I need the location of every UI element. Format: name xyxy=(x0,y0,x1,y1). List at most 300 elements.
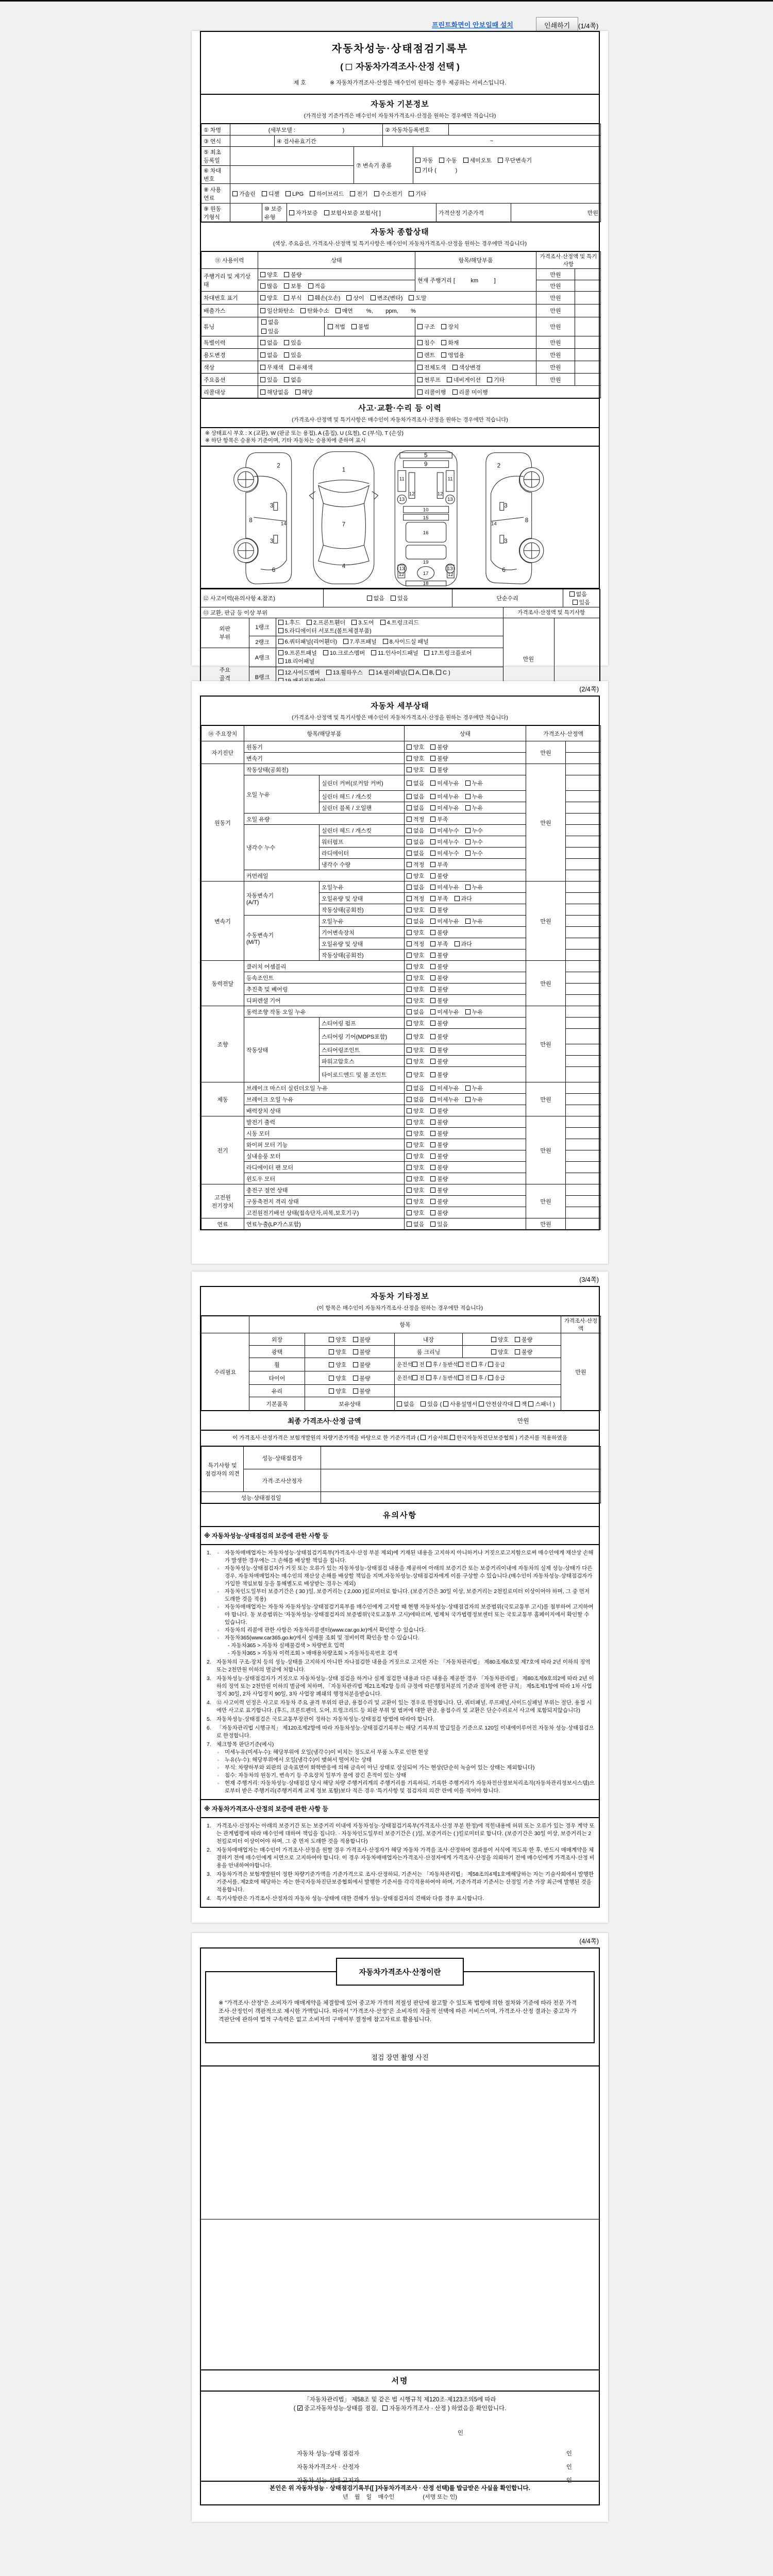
note-cell[interactable] xyxy=(566,1116,601,1128)
checkbox-option[interactable]: 불량 xyxy=(430,1057,448,1065)
checkbox[interactable] xyxy=(343,639,348,644)
checkbox-option[interactable]: 8.사이드실 패널 xyxy=(383,638,429,646)
note-cell[interactable] xyxy=(566,1044,601,1056)
checkbox-option[interactable]: 누수 xyxy=(465,838,483,846)
checkbox-option[interactable]: 있음 xyxy=(430,1220,448,1228)
checkbox-option[interactable]: 누수 xyxy=(465,826,483,835)
checkbox[interactable] xyxy=(284,272,289,277)
checkbox-option[interactable]: 불량 xyxy=(430,1163,448,1172)
checkbox-option[interactable]: 누유 xyxy=(465,1008,483,1016)
checkbox[interactable] xyxy=(295,389,300,395)
checkbox[interactable] xyxy=(465,805,470,810)
note-cell[interactable] xyxy=(566,802,601,814)
checkbox-option[interactable]: 리콜이행 xyxy=(417,388,446,396)
checkbox[interactable] xyxy=(430,964,435,969)
checkbox[interactable] xyxy=(426,1362,431,1367)
checkbox-option[interactable]: 14.필러패널( A, B, C ) xyxy=(369,669,450,677)
checkbox-option[interactable]: 양호 xyxy=(407,1152,424,1160)
checkbox-option[interactable]: 누유 xyxy=(465,804,483,812)
checkbox[interactable] xyxy=(284,295,289,300)
checkbox-option[interactable]: 17.트렁크플로어 xyxy=(424,649,472,657)
checkbox[interactable] xyxy=(430,953,435,958)
checkbox[interactable] xyxy=(353,1388,358,1394)
note-cell[interactable] xyxy=(566,1150,601,1162)
checkbox-option[interactable]: 없음 xyxy=(407,849,424,857)
checkbox[interactable] xyxy=(407,744,412,750)
checkbox[interactable] xyxy=(328,324,333,329)
checkbox[interactable] xyxy=(458,1375,463,1380)
checkbox[interactable] xyxy=(350,191,355,196)
checkbox-option[interactable]: 과다 xyxy=(455,940,472,948)
checkbox-option[interactable]: 양호 xyxy=(329,1348,346,1356)
note-cell[interactable] xyxy=(566,836,601,848)
checkbox-option[interactable]: 불량 xyxy=(430,1175,448,1183)
checkbox-option[interactable]: 불량 xyxy=(430,906,448,914)
checkbox[interactable] xyxy=(430,1086,435,1091)
note-cell[interactable] xyxy=(566,950,601,961)
checkbox-option[interactable]: 불량 xyxy=(353,1348,371,1356)
checkbox[interactable] xyxy=(300,308,306,313)
checkbox-option[interactable]: 썬루프 xyxy=(417,376,441,384)
note-cell[interactable] xyxy=(575,349,601,361)
checkbox-option[interactable]: 화재 xyxy=(441,338,459,347)
checkbox-option[interactable]: 부족 xyxy=(430,860,448,869)
note-cell[interactable] xyxy=(566,1218,601,1230)
checkbox[interactable] xyxy=(465,1009,470,1014)
price-cell[interactable]: 만원 xyxy=(536,317,575,336)
checkbox[interactable] xyxy=(407,1097,412,1102)
checkbox-option[interactable]: 양호 xyxy=(407,928,424,937)
checkbox[interactable] xyxy=(430,987,435,992)
checkbox-option[interactable]: 적정 xyxy=(407,815,424,823)
checkbox[interactable] xyxy=(407,805,412,810)
checkbox[interactable] xyxy=(430,975,435,980)
checkbox[interactable] xyxy=(441,340,446,345)
checkbox[interactable] xyxy=(407,907,412,912)
checkbox[interactable] xyxy=(424,650,429,655)
checkbox[interactable] xyxy=(261,319,266,325)
checkbox[interactable] xyxy=(488,1375,493,1380)
check-date-value[interactable] xyxy=(321,1492,601,1503)
checkbox[interactable] xyxy=(346,295,351,300)
checkbox[interactable] xyxy=(407,817,412,822)
checkbox-option[interactable]: 불량 xyxy=(430,1032,448,1041)
checkbox[interactable] xyxy=(430,1199,435,1204)
checkbox-option[interactable]: 양호 xyxy=(407,1019,424,1027)
price-survey-checkbox[interactable] xyxy=(382,2405,388,2411)
price-cell[interactable]: 만원 xyxy=(536,292,575,304)
checkbox-option[interactable]: 기타 xyxy=(487,376,505,384)
checkbox[interactable] xyxy=(329,1388,334,1394)
checkbox-option[interactable]: 일산화탄소 xyxy=(260,307,294,315)
checkbox[interactable] xyxy=(329,1376,334,1381)
checkbox[interactable] xyxy=(260,352,265,358)
checkbox[interactable] xyxy=(278,639,283,644)
price-cell[interactable]: 만원 xyxy=(526,961,566,1006)
checkbox[interactable] xyxy=(324,210,329,215)
checkbox[interactable] xyxy=(308,283,313,289)
checkbox-option[interactable]: 양호 xyxy=(260,270,278,279)
checkbox[interactable] xyxy=(465,781,470,786)
checkbox[interactable] xyxy=(407,873,412,878)
checkbox[interactable] xyxy=(441,352,446,358)
checkbox-option[interactable]: 미세누유 xyxy=(430,779,459,787)
checkbox[interactable] xyxy=(430,1021,435,1026)
note-cell[interactable] xyxy=(566,927,601,938)
note-cell[interactable] xyxy=(566,882,601,893)
price-cell[interactable]: 만원 xyxy=(536,361,575,374)
checkbox-option[interactable]: 없음 xyxy=(407,1084,424,1092)
checkbox-option[interactable]: 9.프론트패널 xyxy=(278,649,317,657)
checkbox[interactable] xyxy=(407,851,412,856)
checkbox[interactable] xyxy=(430,781,435,786)
checkbox[interactable] xyxy=(353,1362,358,1367)
note-cell[interactable] xyxy=(566,1018,601,1029)
checkbox-option[interactable]: 적정 xyxy=(407,860,424,869)
checkbox[interactable] xyxy=(417,377,423,382)
checkbox-option[interactable]: 불량 xyxy=(430,1152,448,1160)
note-cell[interactable] xyxy=(566,961,601,972)
checkbox[interactable] xyxy=(430,1034,435,1039)
checkbox[interactable] xyxy=(407,1154,412,1159)
checkbox[interactable] xyxy=(465,839,470,844)
checkbox[interactable] xyxy=(329,1362,334,1367)
checkbox[interactable] xyxy=(380,620,385,625)
performance-check-checkbox[interactable] xyxy=(297,2405,303,2411)
price-cell[interactable]: 만원 xyxy=(536,374,575,386)
checkbox[interactable] xyxy=(441,324,446,329)
final-price-value[interactable]: 만원 xyxy=(517,1417,529,1425)
checkbox-option[interactable]: 적정 xyxy=(407,894,424,903)
checkbox[interactable] xyxy=(407,1131,412,1136)
checkbox[interactable] xyxy=(465,919,470,924)
checkbox-option[interactable]: 양호 xyxy=(407,1107,424,1115)
checkbox-option[interactable]: 양호 xyxy=(407,1209,424,1217)
note-cell[interactable] xyxy=(566,775,601,791)
checkbox[interactable] xyxy=(407,1199,412,1204)
checkbox[interactable] xyxy=(430,1165,435,1170)
checkbox[interactable] xyxy=(430,767,435,772)
checkbox-option[interactable]: 불량 xyxy=(430,1118,448,1126)
checkbox-option[interactable]: 불량 xyxy=(353,1387,371,1395)
checkbox-option[interactable]: 양호 xyxy=(491,1348,509,1356)
checkbox[interactable] xyxy=(430,896,435,901)
checkbox-option[interactable]: 누유 xyxy=(465,779,483,787)
checkbox-option[interactable]: 훼손(오손) xyxy=(308,294,341,302)
checkbox-option[interactable]: 없음 xyxy=(261,318,315,326)
note-cell[interactable] xyxy=(575,292,601,304)
checkbox-option[interactable]: 불량 xyxy=(430,1046,448,1054)
checkbox-option[interactable]: 있음 xyxy=(261,327,321,335)
checkbox-option[interactable]: 12.사이드멤버 xyxy=(278,669,320,677)
checkbox-option[interactable]: 불량 xyxy=(430,996,448,1005)
checkbox[interactable] xyxy=(430,851,435,856)
note-cell[interactable] xyxy=(566,904,601,916)
checkbox-option[interactable]: 불량 xyxy=(430,985,448,993)
checkbox[interactable] xyxy=(430,930,435,935)
checkbox-option[interactable]: 적정 xyxy=(407,940,424,948)
checkbox[interactable] xyxy=(260,272,265,277)
note-cell[interactable] xyxy=(566,1162,601,1173)
checkbox[interactable] xyxy=(335,308,341,313)
checkbox[interactable] xyxy=(479,1401,484,1406)
checkbox-option[interactable]: 누유 xyxy=(465,1084,483,1092)
checkbox-option[interactable]: 없음 xyxy=(397,1400,414,1408)
checkbox[interactable] xyxy=(407,794,412,799)
note-cell[interactable] xyxy=(566,1207,601,1218)
checkbox[interactable] xyxy=(369,670,374,675)
checkbox-option[interactable]: 없음 xyxy=(407,826,424,835)
checkbox[interactable] xyxy=(260,340,265,345)
checkbox[interactable] xyxy=(329,1337,334,1342)
checkbox[interactable] xyxy=(409,191,414,196)
note-cell[interactable] xyxy=(566,1082,601,1094)
note-cell[interactable] xyxy=(566,984,601,995)
checkbox-option[interactable]: 해당없음 xyxy=(260,388,289,396)
checkbox[interactable] xyxy=(430,907,435,912)
checkbox[interactable] xyxy=(407,998,412,1003)
checkbox-option[interactable]: 불량 xyxy=(430,1071,448,1079)
field-inspection-period-value[interactable]: ~ xyxy=(383,135,601,147)
checkbox[interactable] xyxy=(407,930,412,935)
checkbox[interactable] xyxy=(409,295,414,300)
note-cell[interactable] xyxy=(566,859,601,870)
checkbox-option[interactable]: 불량 xyxy=(430,1107,448,1115)
checkbox[interactable] xyxy=(407,862,412,867)
checkbox[interactable] xyxy=(374,191,379,196)
checkbox[interactable] xyxy=(232,191,238,196)
checkbox[interactable] xyxy=(436,670,441,675)
field-reg-no-value[interactable] xyxy=(449,124,601,135)
checkbox[interactable] xyxy=(430,1072,435,1077)
note-cell[interactable] xyxy=(566,741,601,753)
checkbox-option[interactable]: 3.도어 xyxy=(351,619,374,627)
checkbox-option[interactable]: 하이브리드 xyxy=(310,190,344,198)
field-detail-model[interactable]: (세부모델 : ) xyxy=(230,124,383,135)
checkbox-option[interactable]: 양호 xyxy=(407,743,424,751)
checkbox-option[interactable]: 불량 xyxy=(430,974,448,982)
checkbox-option[interactable]: 7.루프패널 xyxy=(343,638,377,646)
checkbox-option[interactable]: 기타 ( ) xyxy=(415,166,457,174)
checkbox[interactable] xyxy=(407,781,412,786)
price-cell[interactable]: 만원 xyxy=(526,882,566,961)
checkbox[interactable] xyxy=(472,1375,477,1380)
checkbox-option[interactable]: 양호 xyxy=(407,962,424,971)
checkbox-option[interactable]: 색상변경 xyxy=(452,363,481,371)
note-cell[interactable] xyxy=(566,1196,601,1207)
checkbox-option[interactable]: 불량 xyxy=(515,1335,532,1344)
field-vin-value[interactable] xyxy=(230,166,354,184)
checkbox-option[interactable]: 영업용 xyxy=(441,351,464,359)
checkbox[interactable] xyxy=(439,158,444,163)
checkbox[interactable] xyxy=(262,191,267,196)
checkbox-option[interactable]: 없음 xyxy=(260,351,278,359)
checkbox[interactable] xyxy=(260,365,265,370)
checkbox-option[interactable]: 부족 xyxy=(430,894,448,903)
checkbox-option[interactable]: 있음 xyxy=(284,351,301,359)
checkbox-option[interactable]: 변조(변타) xyxy=(371,294,403,302)
checkbox-option[interactable]: 미세누수 xyxy=(430,849,459,857)
note-cell[interactable] xyxy=(566,848,601,859)
rank-price-cell[interactable]: 만원 xyxy=(503,618,554,700)
field-engine-type-value[interactable] xyxy=(230,204,262,222)
checkbox-option[interactable]: 양호 xyxy=(407,974,424,982)
note-cell[interactable] xyxy=(566,1006,601,1018)
checkbox-option[interactable]: 18.리어패널 xyxy=(278,657,315,666)
checkbox-option[interactable]: 없음 xyxy=(407,1008,424,1016)
checkbox[interactable] xyxy=(353,1349,358,1354)
checkbox[interactable] xyxy=(260,308,265,313)
checkbox-option[interactable]: 불량 xyxy=(353,1335,371,1344)
checkbox[interactable] xyxy=(430,998,435,1003)
price-cell[interactable]: 만원 xyxy=(561,1333,601,1411)
note-cell[interactable] xyxy=(566,893,601,904)
checkbox-option[interactable]: 양호 xyxy=(407,1118,424,1126)
note-cell[interactable] xyxy=(575,374,601,386)
checkbox[interactable] xyxy=(371,295,376,300)
checkbox[interactable] xyxy=(430,1222,435,1227)
note-cell[interactable] xyxy=(566,1173,601,1184)
checkbox-option[interactable]: 보험사보증 보험사[ ] xyxy=(324,209,381,217)
checkbox-option[interactable]: 없음 xyxy=(407,1220,424,1228)
note-cell[interactable] xyxy=(566,916,601,927)
checkbox-option[interactable]: 기타 xyxy=(409,190,426,198)
checkbox[interactable] xyxy=(407,1176,412,1181)
checkbox[interactable] xyxy=(310,191,315,196)
checkbox-option[interactable]: 양호 xyxy=(260,294,278,302)
checkbox-option[interactable]: 미세누유 xyxy=(430,917,459,925)
checkbox-option[interactable]: 5.라디에이터 서포트(볼트체결부품) xyxy=(278,627,372,635)
price-cell[interactable]: 만원 xyxy=(536,269,575,280)
checkbox-option[interactable]: 불량 xyxy=(430,1129,448,1138)
checkbox[interactable] xyxy=(409,670,414,675)
checkbox-option[interactable]: 보통 xyxy=(284,282,301,290)
checkbox-option[interactable]: 불량 xyxy=(353,1361,371,1369)
checkbox[interactable] xyxy=(430,794,435,799)
checkbox-option[interactable]: 13.휠하우스 xyxy=(326,669,363,677)
price-cell[interactable]: 만원 xyxy=(536,280,575,292)
note-cell[interactable] xyxy=(566,1184,601,1196)
print-button[interactable]: 인쇄하기 xyxy=(536,17,578,33)
checkbox[interactable] xyxy=(407,1210,412,1215)
checkbox-option[interactable]: 불량 xyxy=(430,1209,448,1217)
checkbox[interactable] xyxy=(284,283,289,289)
checkbox-option[interactable]: 양호 xyxy=(491,1335,509,1344)
checkbox-option[interactable]: 불량 xyxy=(430,962,448,971)
checkbox[interactable] xyxy=(383,639,388,644)
note-cell[interactable] xyxy=(566,870,601,882)
checkbox-option[interactable]: 리콜 미이행 xyxy=(452,388,488,396)
checkbox[interactable] xyxy=(430,1142,435,1147)
checkbox-option[interactable]: 부족 xyxy=(430,940,448,948)
note-cell[interactable] xyxy=(566,753,601,764)
checkbox-option[interactable]: 불량 xyxy=(515,1348,532,1356)
checkbox[interactable] xyxy=(371,650,376,655)
checkbox[interactable] xyxy=(488,1362,493,1367)
price-cell[interactable]: 만원 xyxy=(536,349,575,361)
checkbox[interactable] xyxy=(412,1362,417,1367)
checkbox[interactable] xyxy=(455,941,460,946)
note-cell[interactable] xyxy=(566,1105,601,1116)
checkbox-option[interactable]: 무단변속기 xyxy=(498,156,532,164)
base-price-value[interactable]: 만원 xyxy=(511,204,601,222)
checkbox[interactable] xyxy=(430,862,435,867)
checkbox[interactable] xyxy=(278,658,283,664)
checkbox-option[interactable]: 네비게이션 xyxy=(447,376,481,384)
checkbox[interactable] xyxy=(455,896,460,901)
checkbox[interactable] xyxy=(278,628,283,633)
checkbox[interactable] xyxy=(417,352,423,358)
note-cell[interactable] xyxy=(575,304,601,317)
checkbox[interactable] xyxy=(452,365,458,370)
checkbox-option[interactable]: 불법 xyxy=(351,323,369,331)
checkbox[interactable] xyxy=(421,1435,426,1440)
checkbox-option[interactable]: 양호 xyxy=(407,766,424,774)
checkbox-option[interactable]: 양호 xyxy=(407,872,424,880)
checkbox-option[interactable]: 탄화수소 xyxy=(300,307,329,315)
checkbox-option[interactable]: 양호 xyxy=(329,1335,346,1344)
checkbox-option[interactable]: 1.후드 xyxy=(278,619,300,627)
checkbox-option[interactable]: 도말 xyxy=(409,294,426,302)
checkbox[interactable] xyxy=(260,389,265,395)
checkbox-option[interactable]: 없음 xyxy=(407,1095,424,1104)
checkbox[interactable] xyxy=(515,1337,520,1342)
note-cell[interactable] xyxy=(566,1094,601,1105)
checkbox-option[interactable]: 과다 xyxy=(455,894,472,903)
checkbox-option[interactable]: 미세누유 xyxy=(430,792,459,801)
checkbox[interactable] xyxy=(423,670,428,675)
checkbox-option[interactable]: 2.프론트휀더 xyxy=(307,619,345,627)
checkbox-option[interactable]: 수소전기 xyxy=(374,190,403,198)
checkbox[interactable] xyxy=(463,158,468,163)
checkbox[interactable] xyxy=(443,1401,448,1406)
checkbox-option[interactable]: 불량 xyxy=(430,1141,448,1149)
checkbox[interactable] xyxy=(452,389,458,395)
checkbox-option[interactable]: 없음 xyxy=(407,883,424,891)
checkbox[interactable] xyxy=(284,377,289,382)
checkbox[interactable] xyxy=(407,1047,412,1053)
field-year-value[interactable] xyxy=(230,135,275,147)
price-cell[interactable]: 만원 xyxy=(526,1218,566,1230)
checkbox-option[interactable]: 양호 xyxy=(407,985,424,993)
checkbox-option[interactable]: 적음 xyxy=(308,282,326,290)
note-cell[interactable] xyxy=(566,825,601,836)
checkbox[interactable] xyxy=(278,650,283,655)
checkbox[interactable] xyxy=(465,851,470,856)
checkbox-option[interactable]: 부식 xyxy=(284,294,301,302)
opinion-inspector-value[interactable] xyxy=(321,1447,601,1469)
checkbox[interactable] xyxy=(407,1059,412,1064)
checkbox-option[interactable]: 6.쿼터패널(리어휀더) xyxy=(278,638,338,646)
install-link[interactable]: 프린트화면이 안보일때 설치 xyxy=(432,21,513,29)
checkbox-option[interactable]: 4.트렁크리드 xyxy=(380,619,419,627)
checkbox-option[interactable]: 상이 xyxy=(346,294,364,302)
checkbox-option[interactable]: 없음 xyxy=(569,590,587,598)
checkbox[interactable] xyxy=(407,1142,412,1147)
checkbox[interactable] xyxy=(407,885,412,890)
checkbox[interactable] xyxy=(458,1362,463,1367)
checkbox-option[interactable]: 양호 xyxy=(329,1361,346,1369)
field-first-reg-value[interactable] xyxy=(230,147,354,166)
checkbox-option[interactable]: 해당 xyxy=(295,388,313,396)
checkbox[interactable] xyxy=(278,670,283,675)
checkbox-option[interactable]: 누수 xyxy=(465,849,483,857)
checkbox[interactable] xyxy=(407,953,412,958)
checkbox[interactable] xyxy=(407,941,412,946)
checkbox-option[interactable]: 양호 xyxy=(407,1141,424,1149)
checkbox[interactable] xyxy=(430,817,435,822)
price-cell[interactable]: 만원 xyxy=(526,764,566,882)
